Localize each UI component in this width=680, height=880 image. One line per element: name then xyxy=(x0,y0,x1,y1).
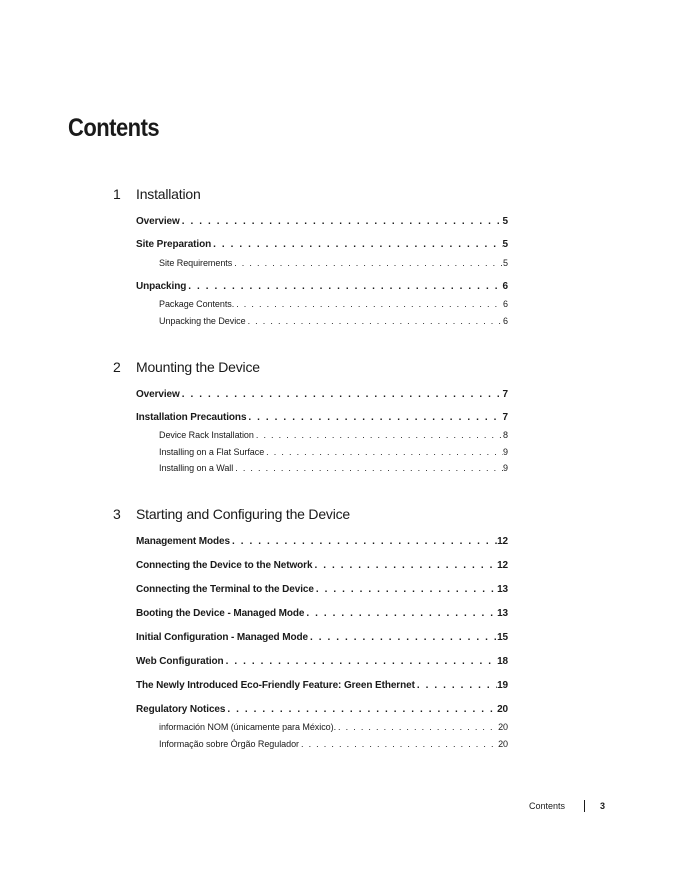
toc-entry-text: Site Preparation xyxy=(136,239,212,250)
toc-entry-page: 20 xyxy=(497,704,508,715)
chapter-heading[interactable] xyxy=(113,186,201,202)
footer-page-number: 3 xyxy=(600,801,606,811)
toc-entry-page: 7 xyxy=(502,389,508,400)
dot-leader xyxy=(225,704,497,715)
toc-entry-page: 5 xyxy=(502,216,508,227)
toc-entry-web-configuration[interactable] xyxy=(136,656,508,667)
toc-entry-page: 6 xyxy=(502,281,508,292)
toc-entry-text: Installing on a Flat Surface xyxy=(159,447,265,457)
dot-leader xyxy=(299,739,498,749)
toc-entry-text: The Newly Introduced Eco-Friendly Feature: Green Ethernet xyxy=(136,680,415,691)
toc-entry-text: Unpacking the Device xyxy=(159,316,246,326)
dot-leader xyxy=(246,412,502,423)
toc-entry-text: información NOM (únicamente para México). xyxy=(159,722,337,732)
toc-entry-page: 5 xyxy=(503,258,508,268)
toc-entry-installing-on-flat-surface[interactable] xyxy=(159,447,508,457)
dot-leader xyxy=(224,656,498,667)
toc-entry-page: 20 xyxy=(498,722,508,732)
toc-entry-page: 13 xyxy=(497,584,508,595)
toc-entry-page: 13 xyxy=(497,608,508,619)
toc-entry-device-rack-installation[interactable] xyxy=(159,430,508,440)
dot-leader xyxy=(312,560,497,571)
dot-leader xyxy=(304,608,497,619)
chapter-number: 3 xyxy=(113,506,121,522)
toc-entry-text: Installation Precautions xyxy=(136,412,247,423)
toc-entry-unpacking-the-device[interactable] xyxy=(159,316,508,326)
toc-entry-page: 9 xyxy=(503,463,508,473)
toc-entry-page: 7 xyxy=(502,412,508,423)
toc-entry-page: 15 xyxy=(497,632,508,643)
toc-entry-text: Device Rack Installation xyxy=(159,430,254,440)
toc-entry-page: 12 xyxy=(497,536,508,547)
toc-entry-management-modes[interactable] xyxy=(136,536,508,547)
toc-entry-page: 6 xyxy=(503,299,508,309)
dot-leader xyxy=(415,680,497,691)
toc-entry-booting-device-managed-mode[interactable] xyxy=(136,608,508,619)
page-title: Contents xyxy=(68,114,160,142)
toc-entry-page: 8 xyxy=(503,430,508,440)
toc-entry-text: Regulatory Notices xyxy=(136,704,226,715)
toc-entry-text: Installing on a Wall xyxy=(159,463,234,473)
dot-leader xyxy=(230,536,497,547)
chapter-number: 2 xyxy=(113,359,121,375)
dot-leader xyxy=(233,463,503,473)
toc-entry-text: Overview xyxy=(136,389,180,400)
toc-entry-installation-precautions[interactable] xyxy=(136,412,508,423)
toc-entry-text: Connecting the Terminal to the Device xyxy=(136,584,314,595)
dot-leader xyxy=(232,258,503,268)
toc-entry-unpacking[interactable] xyxy=(136,281,508,292)
toc-entry-informacao-orgao-regulador[interactable] xyxy=(159,739,508,749)
dot-leader xyxy=(308,632,497,643)
footer-section-label: Contents xyxy=(529,801,566,811)
chapter-title: Mounting the Device xyxy=(136,359,260,375)
dot-leader xyxy=(314,584,497,595)
toc-entry-text: Overview xyxy=(136,216,180,227)
dot-leader xyxy=(336,722,498,732)
toc-entry-site-preparation[interactable] xyxy=(136,239,508,250)
toc-entry-page: 6 xyxy=(503,316,508,326)
toc-entry-page: 19 xyxy=(497,680,508,691)
toc-entry-text: Booting the Device - Managed Mode xyxy=(136,608,305,619)
chapter-heading[interactable] xyxy=(113,506,350,522)
toc-entry-green-ethernet[interactable] xyxy=(136,680,508,691)
toc-entry-connecting-device-to-network[interactable] xyxy=(136,560,508,571)
toc-entry-informacion-nom[interactable] xyxy=(159,722,508,732)
toc-entry-text: Package Contents. xyxy=(159,299,235,309)
toc-entry-connecting-terminal-to-device[interactable] xyxy=(136,584,508,595)
toc-entry-initial-configuration-managed-mode[interactable] xyxy=(136,632,508,643)
toc-entry-text: Connecting the Device to the Network xyxy=(136,560,313,571)
chapter-number: 1 xyxy=(113,186,121,202)
toc-entry-overview[interactable] xyxy=(136,216,508,227)
toc-entry-site-requirements[interactable] xyxy=(159,258,508,268)
dot-leader xyxy=(186,281,502,292)
toc-entry-page: 9 xyxy=(503,447,508,457)
toc-entry-installing-on-wall[interactable] xyxy=(159,463,508,473)
toc-entry-text: Web Configuration xyxy=(136,656,224,667)
dot-leader xyxy=(254,430,503,440)
toc-entry-page: 5 xyxy=(502,239,508,250)
dot-leader xyxy=(180,216,503,227)
dot-leader xyxy=(211,239,502,250)
footer-divider xyxy=(584,800,585,812)
chapter-title: Starting and Configuring the Device xyxy=(136,506,351,522)
toc-entry-text: Informação sobre Órgão Regulador xyxy=(159,739,299,749)
chapter-title: Installation xyxy=(136,186,201,202)
dot-leader xyxy=(234,299,503,309)
chapter-heading[interactable] xyxy=(113,359,260,375)
toc-entry-page: 18 xyxy=(497,656,508,667)
toc-entry-overview[interactable] xyxy=(136,389,508,400)
toc-entry-page: 20 xyxy=(498,739,508,749)
toc-entry-text: Unpacking xyxy=(136,281,187,292)
dot-leader xyxy=(246,316,503,326)
dot-leader xyxy=(180,389,503,400)
toc-entry-page: 12 xyxy=(497,560,508,571)
toc-entry-text: Initial Configuration - Managed Mode xyxy=(136,632,308,643)
toc-entry-regulatory-notices[interactable] xyxy=(136,704,508,715)
toc-entry-text: Management Modes xyxy=(136,536,230,547)
toc-entry-text: Site Requirements xyxy=(159,258,233,268)
toc-entry-package-contents[interactable] xyxy=(159,299,508,309)
dot-leader xyxy=(264,447,503,457)
